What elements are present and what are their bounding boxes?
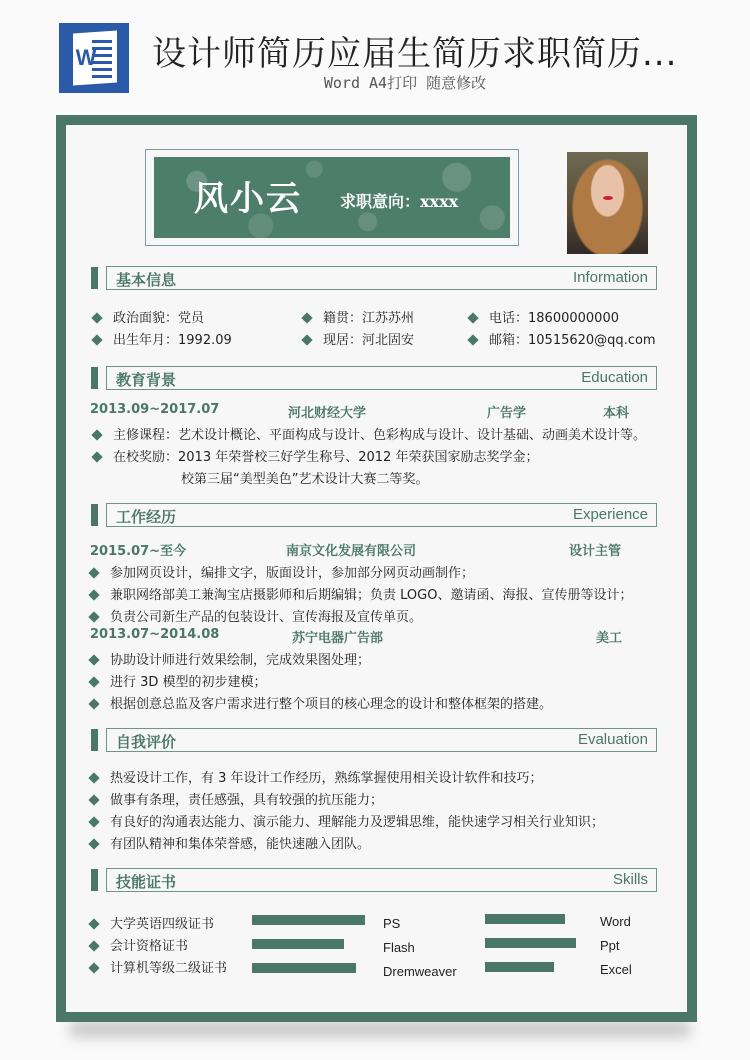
job-duty: 进行 3D 模型的初步建模； <box>90 671 267 690</box>
diamond-bullet-icon <box>88 676 99 687</box>
info-item: 现居：河北固安 <box>303 329 414 348</box>
section-header-skills: 技能证书 Skills <box>91 868 657 892</box>
education-school: 河北财经大学 <box>288 406 367 421</box>
diamond-bullet-icon <box>88 816 99 827</box>
diamond-bullet-icon <box>88 962 99 973</box>
candidate-name: 风小云 <box>194 179 302 219</box>
document-header <box>0 0 750 110</box>
skill-bar-flash <box>252 939 344 949</box>
job-company: 南京文化发展有限公司 <box>286 544 417 559</box>
job-period: 2015.07~至今 <box>90 544 187 559</box>
skill-bar-ppt <box>485 938 576 948</box>
job-duty: 参加网页设计，编排文字，版面设计，参加部分网页动画制作； <box>90 562 474 581</box>
skill-label: PS <box>383 916 401 931</box>
profile-photo <box>567 152 648 254</box>
section-title-en: Information <box>572 269 648 286</box>
job-role: 设计主管 <box>569 544 622 559</box>
skill-label: Ppt <box>600 938 620 953</box>
education-awards: 在校奖励：2013 年荣誉校三好学生称号、2012 年荣获国家励志奖学金； <box>93 446 538 465</box>
skill-bar-excel <box>485 962 554 972</box>
diamond-bullet-icon <box>301 334 312 345</box>
evaluation-item: 有团队精神和集体荣誉感，能快速融入团队。 <box>90 833 370 852</box>
job-duty: 根据创意总监及客户需求进行整个项目的核心理念的设计和整体框架的搭建。 <box>90 693 552 712</box>
education-courses: 主修课程：艺术设计概论、平面构成与设计、色彩构成与设计、设计基础、动画美术设计等。 <box>93 424 646 443</box>
diamond-bullet-icon <box>88 918 99 929</box>
diamond-bullet-icon <box>467 334 478 345</box>
section-title: 基本信息 <box>116 271 177 289</box>
skill-label: Excel <box>600 962 632 977</box>
diamond-bullet-icon <box>88 611 99 622</box>
chalkboard-background <box>154 157 510 238</box>
job-duty: 负责公司新生产品的包装设计、宣传海报及宣传单页。 <box>90 606 422 625</box>
section-header-info <box>91 266 657 290</box>
job-duty: 兼职网络部美工兼淘宝店摄影师和后期编辑；负责 LOGO、邀请函、海报、宣传册等设计； <box>90 584 632 603</box>
document-title: 设计师简历应届生简历求职简历... <box>152 34 678 74</box>
info-item: 籍贯：江苏苏州 <box>303 307 414 326</box>
diamond-bullet-icon <box>88 940 99 951</box>
frame-shadow <box>70 1020 690 1038</box>
skill-label: Dremweaver <box>383 964 457 979</box>
job-period: 2013.07~2014.08 <box>90 627 220 642</box>
job-duty: 协助设计师进行效果绘制，完成效果图处理； <box>90 649 370 668</box>
diamond-bullet-icon <box>91 312 102 323</box>
diamond-bullet-icon <box>91 429 102 440</box>
info-item: 政治面貌：党员 <box>93 307 204 326</box>
word-icon: W <box>59 23 129 93</box>
document-subtitle: Word A4打印 随意修改 <box>323 74 487 92</box>
resume-page <box>66 125 687 1012</box>
education-period: 2013.09~2017.07 <box>90 402 220 417</box>
skill-label: Flash <box>383 940 415 955</box>
info-item: 邮箱：10515620@qq.com <box>469 329 656 348</box>
evaluation-item: 热爱设计工作，有 3 年设计工作经历，熟练掌握使用相关设计软件和技巧； <box>90 767 543 786</box>
info-item: 电话：18600000000 <box>469 307 619 326</box>
job-intent: 求职意向：xxxx <box>340 192 459 211</box>
diamond-bullet-icon <box>88 838 99 849</box>
diamond-bullet-icon <box>91 334 102 345</box>
diamond-bullet-icon <box>88 698 99 709</box>
section-header-education: 教育背景 Education <box>91 366 657 390</box>
section-header-experience: 工作经历 Experience <box>91 503 657 527</box>
diamond-bullet-icon <box>91 451 102 462</box>
diamond-bullet-icon <box>301 312 312 323</box>
resume-frame <box>56 115 697 1022</box>
job-role: 美工 <box>596 631 623 646</box>
job-company: 苏宁电器广告部 <box>292 631 384 646</box>
education-degree: 本科 <box>603 406 630 421</box>
skill-label: Word <box>600 914 631 929</box>
diamond-bullet-icon <box>88 589 99 600</box>
info-item: 出生年月：1992.09 <box>93 329 232 348</box>
certificate-item: 大学英语四级证书 <box>90 913 214 932</box>
certificate-item: 计算机等级二级证书 <box>90 957 227 976</box>
evaluation-item: 有良好的沟通表达能力、演示能力、理解能力及逻辑思维，能快速学习相关行业知识； <box>90 811 604 830</box>
diamond-bullet-icon <box>88 654 99 665</box>
skill-bar-dremweaver <box>252 963 356 973</box>
diamond-bullet-icon <box>88 794 99 805</box>
skill-bar-word <box>485 914 565 924</box>
education-major: 广告学 <box>487 406 527 421</box>
section-header-evaluation: 自我评价 Evaluation <box>91 728 657 752</box>
diamond-bullet-icon <box>88 567 99 578</box>
diamond-bullet-icon <box>88 772 99 783</box>
name-banner <box>145 149 519 246</box>
education-awards-cont: 校第三届“美型美色”艺术设计大赛二等奖。 <box>181 472 429 487</box>
certificate-item: 会计资格证书 <box>90 935 188 954</box>
skill-bar-ps <box>252 915 365 925</box>
evaluation-item: 做事有条理，责任感强，具有较强的抗压能力； <box>90 789 383 808</box>
diamond-bullet-icon <box>467 312 478 323</box>
